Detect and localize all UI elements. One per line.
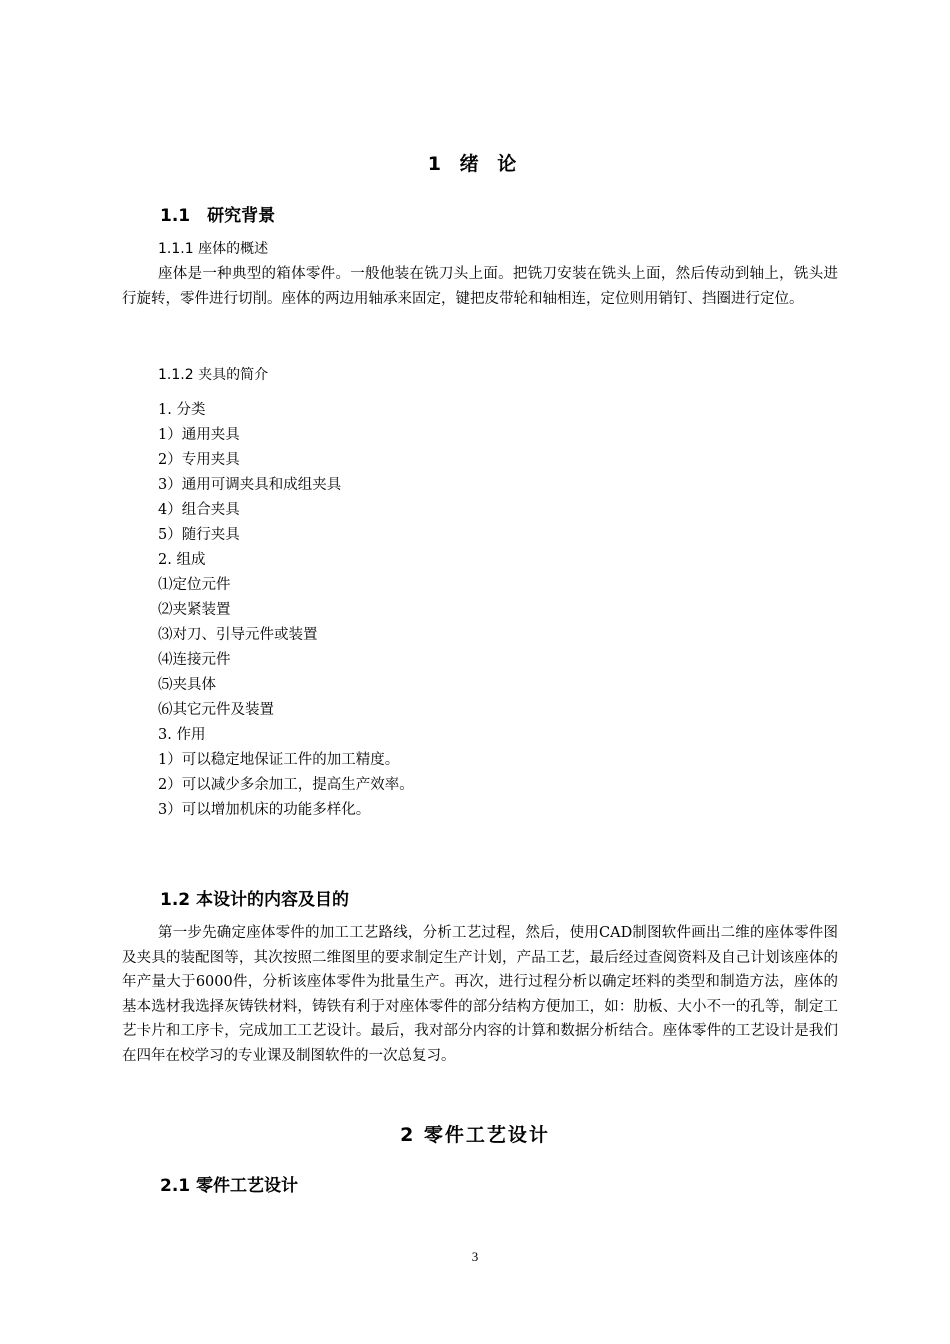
list-item: ⑶对刀、引导元件或装置 [158, 627, 318, 643]
section-1-1-title: 1.1 研究背景 [160, 206, 276, 226]
list-item: 5）随行夹具 [158, 527, 240, 543]
list-item: ⑹其它元件及装置 [158, 702, 274, 718]
chapter-1-title: 1 绪 论 [427, 153, 523, 175]
list-item: 2. 组成 [158, 552, 206, 568]
page-number: 3 [471, 1249, 479, 1264]
fixture-list [158, 398, 414, 823]
list-item: ⑸夹具体 [158, 677, 216, 693]
list-item: ⑵夹紧装置 [158, 602, 231, 618]
list-item: 3）通用可调夹具和成组夹具 [158, 477, 342, 493]
section-1-2-paragraph: 第一步先确定座体零件的加工工艺路线，分析工艺过程，然后，使用CAD制图软件画出二维的座体零件图及夹具的装配图等，其次按照二维图里的要求制定生产计划，产品工艺，最后经过查阅资料及自己计划该座体的年产量大于6000件，分析该座体零件为批量生产。再次，进行过程分析以确定坯料的类型和制造方法，座体的基本选材我选择灰铸铁材料，铸铁有利于对座体零件的部分结构方便加工，如：肋板、大小不一的孔等，制定工艺卡片和工序卡，完成加工工艺设计。最后，我对部分内容的计算和数据分析结合。座体零件的工艺设计是我们在四年在校学习的专业课及制图软件的一次总复习。 [122, 925, 838, 1064]
list-item: ⑷连接元件 [158, 652, 231, 668]
section-1-1-1-paragraph: 座体是一种典型的箱体零件。一般他装在铣刀头上面。把铣刀安装在铣头上面，然后传动到轴上，铣头进行旋转，零件进行切削。座体的两边用轴承来固定，键把皮带轮和轴相连，定位则用销钉、挡圈进行定位。 [122, 266, 838, 307]
list-item: 2）专用夹具 [158, 452, 240, 468]
section-2-1-title: 2.1 零件工艺设计 [160, 1176, 299, 1196]
section-1-1-2-title: 1.1.2 夹具的简介 [158, 367, 269, 383]
section-1-1-1-title: 1.1.1 座体的概述 [158, 241, 269, 257]
section-1-2-title: 1.2 本设计的内容及目的 [160, 890, 350, 910]
list-item: ⑴定位元件 [158, 577, 231, 593]
list-item: 2）可以减少多余加工，提高生产效率。 [158, 777, 414, 793]
list-item: 3）可以增加机床的功能多样化。 [158, 802, 371, 818]
chapter-2-title: 2 零件工艺设计 [400, 1124, 550, 1146]
list-item: 4）组合夹具 [158, 502, 240, 518]
list-item: 1）通用夹具 [158, 427, 240, 443]
list-item: 3. 作用 [158, 727, 206, 743]
list-item: 1. 分类 [158, 402, 206, 418]
list-item: 1）可以稳定地保证工件的加工精度。 [158, 752, 400, 768]
